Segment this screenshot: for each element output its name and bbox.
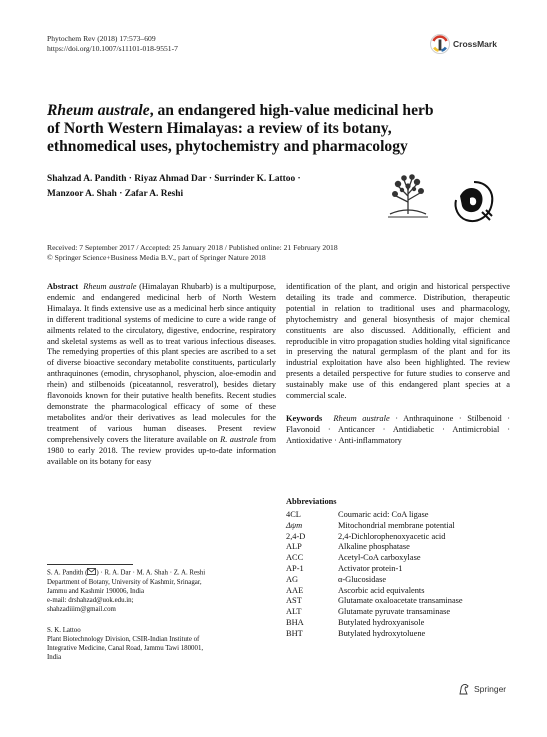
abbreviation-row xyxy=(286,542,463,553)
keywords-label: Keywords xyxy=(286,413,323,423)
abbreviation-value: Activator protein-1 xyxy=(338,563,403,573)
abbreviation-key: AAE xyxy=(286,585,304,595)
abstract-text-part3: identification of the plant, and origin and historical perspective detailing its trade and commerce. Distribution, therapeutic potential in relation to traditional uses and pharmacology, phytochemistry and general biosynthesis of major chemical constituents are also discussed. Additionally, efficient and reproducible in vitro propagation studies holding vital significance in preserving the natural germplasm of the plant and for its industrial exploitation have also been highlighted. The review presents a detailed perspective for future studies to conserve and sustainably make use of this endangered plant species at a commercial scale. xyxy=(286,282,510,401)
author-line-2: Manzoor A. Shah · Zafar A. Reshi xyxy=(47,189,184,199)
abbreviation-value: 2,4-Dichlorophenoxyacetic acid xyxy=(338,531,446,541)
article-title xyxy=(47,102,477,156)
abbreviation-key: AST xyxy=(286,596,302,606)
footnote-divider xyxy=(47,564,133,565)
title-species: Rheum australe xyxy=(47,102,150,119)
journal-citation: Phytochem Rev (2018) 17:573–609 xyxy=(47,34,156,43)
university-emblem-icon xyxy=(380,170,436,222)
abbreviation-key: AP-1 xyxy=(286,563,304,573)
abstract-text-part1: (Himalayan Rhubarb) is a multipurpose, endemic and endangered medicinal herb of North Western Himalaya. It finds extensive use as a medicinal herb since antiquity in different traditional systems of medicine to cure a wide range of ailments related to the circulatory, digestive, endocrine, respiratory and skeletal systems as well as to treat various infectious diseases. The remedying properties of this plant species are ascribed to a set of diverse bioactive secondary metabolite constituents, particularly anthraquinones (emodin, chrysophanol, physcion, aloe-emodin and rhein) and stilbenoids (piceatannol, resveratrol), besides dietary flavonoids known for their putative health benefits. Recent studies demonstrate the pharmacological efficacy of some of these metabolites and/or their derivatives as lead molecules for the treatment of various human diseases. Present review comprehensively covers the literature available on xyxy=(47,282,277,444)
affiliation-kashmir xyxy=(47,568,272,614)
affiliation-line-3: India xyxy=(47,654,62,662)
keyword-list: · Anthraquinone · Stilbenoid · Flavonoid · Anticancer · Antidiabetic · Antimicrobial · Antioxidative · Anti-inflammatory xyxy=(286,413,510,445)
abstract-text-part2: from 1980 to early 2018. The review provides up-to-date information available on its botany for easy xyxy=(47,434,277,466)
abbreviation-value: Glutamate pyruvate transaminase xyxy=(338,607,451,617)
abstract-species: Rheum australe xyxy=(83,282,137,291)
author-list xyxy=(47,172,367,202)
corresponding-author: S. A. Pandith ( xyxy=(47,569,88,577)
abbreviation-value: Butylated hydroxytoluene xyxy=(338,628,426,638)
title-line1-rest: , an endangered high-value medicinal herb xyxy=(149,102,434,119)
publication-dates xyxy=(47,243,507,263)
abbreviation-row xyxy=(286,629,463,640)
publisher-name: Springer xyxy=(474,684,507,694)
keyword-species: Rheum australe xyxy=(333,413,390,423)
abbreviation-row xyxy=(286,521,463,532)
abbreviation-value: α-Glucosidase xyxy=(338,574,387,584)
city-line: Jammu and Kashmir 190006, India xyxy=(47,587,145,595)
abbreviation-key: BHT xyxy=(286,628,303,638)
institute-logo-icon xyxy=(450,178,498,226)
abbreviation-value: Alkaline phosphatase xyxy=(338,542,410,552)
springer-horse-icon xyxy=(458,683,470,695)
crossmark-badge[interactable] xyxy=(430,33,497,55)
coauthors: ) · R. A. Dar · M. A. Shah · Z. A. Reshi xyxy=(96,569,206,577)
abstract-column-left xyxy=(47,282,276,467)
abbreviation-key: BHA xyxy=(286,617,304,627)
affiliation-jammu xyxy=(47,626,272,662)
abbreviation-value: Ascorbic acid equivalents xyxy=(338,585,425,595)
abstract-species-short: R. australe xyxy=(220,434,258,444)
affiliation-authors xyxy=(47,568,272,578)
email-line[interactable]: e-mail: drshahzad@uok.edu.in; xyxy=(47,596,134,604)
abbreviation-row xyxy=(286,510,463,521)
abbreviation-row xyxy=(286,575,463,586)
abbreviation-value: Glutamate oxaloacetate transaminase xyxy=(338,596,463,606)
title-line2: of North Western Himalayas: a review of its botany, xyxy=(47,120,392,137)
abbreviation-value: Acetyl-CoA carboxylase xyxy=(338,553,421,563)
affiliation-author: S. K. Lattoo xyxy=(47,627,81,634)
abbreviation-value: Butylated hydroxyanisole xyxy=(338,617,425,627)
doi-link[interactable]: https://doi.org/10.1007/s11101-018-9551-7 xyxy=(47,44,178,53)
affiliation-line-2: Integrative Medicine, Canal Road, Jammu Tawi 180001, xyxy=(47,645,204,653)
crossmark-label: CrossMark xyxy=(453,39,497,49)
abbreviation-key: 2,4-D xyxy=(286,531,306,541)
title-line3: ethnomedical uses, phytochemistry and pharmacology xyxy=(47,138,408,155)
abbreviation-row xyxy=(286,607,463,618)
author-line-1: Shahzad A. Pandith · Riyaz Ahmad Dar · Surrinder K. Lattoo · xyxy=(47,174,301,184)
abbreviation-value: Coumaric acid: CoA ligase xyxy=(338,510,429,519)
abbreviation-key: Δψm xyxy=(286,520,303,530)
abbreviation-row xyxy=(286,618,463,629)
keywords xyxy=(286,414,510,447)
abbreviation-row xyxy=(286,553,463,564)
abbreviation-key: ALT xyxy=(286,607,302,617)
abbreviation-key: AG xyxy=(286,574,299,584)
abbreviation-row xyxy=(286,564,463,575)
affiliation-line-1: Plant Biotechnology Division, CSIR-Indian Institute of xyxy=(47,636,200,644)
abbreviation-key: 4CL xyxy=(286,510,301,519)
springer-logo xyxy=(458,683,506,695)
abbreviations-table xyxy=(286,510,463,640)
abstract-label: Abstract xyxy=(47,282,79,291)
history-line: Received: 7 September 2017 / Accepted: 25 January 2018 / Published online: 21 February 2018 xyxy=(47,243,338,252)
email-line-2[interactable]: shahzadiiim@gmail.com xyxy=(47,605,116,613)
crossmark-icon xyxy=(430,33,450,55)
abbreviation-key: ACC xyxy=(286,553,304,563)
abbreviation-row xyxy=(286,532,463,543)
abbreviation-key: ALP xyxy=(286,542,302,552)
abbreviation-row xyxy=(286,596,463,607)
abbreviation-row xyxy=(286,586,463,597)
abbreviation-value: Mitochondrial membrane potential xyxy=(338,520,455,530)
abstract-column-right xyxy=(286,282,510,447)
abbreviations-heading: Abbreviations xyxy=(286,497,337,506)
department: Department of Botany, University of Kashmir, Srinagar, xyxy=(47,578,202,586)
copyright-line: © Springer Science+Business Media B.V., part of Springer Nature 2018 xyxy=(47,253,266,262)
